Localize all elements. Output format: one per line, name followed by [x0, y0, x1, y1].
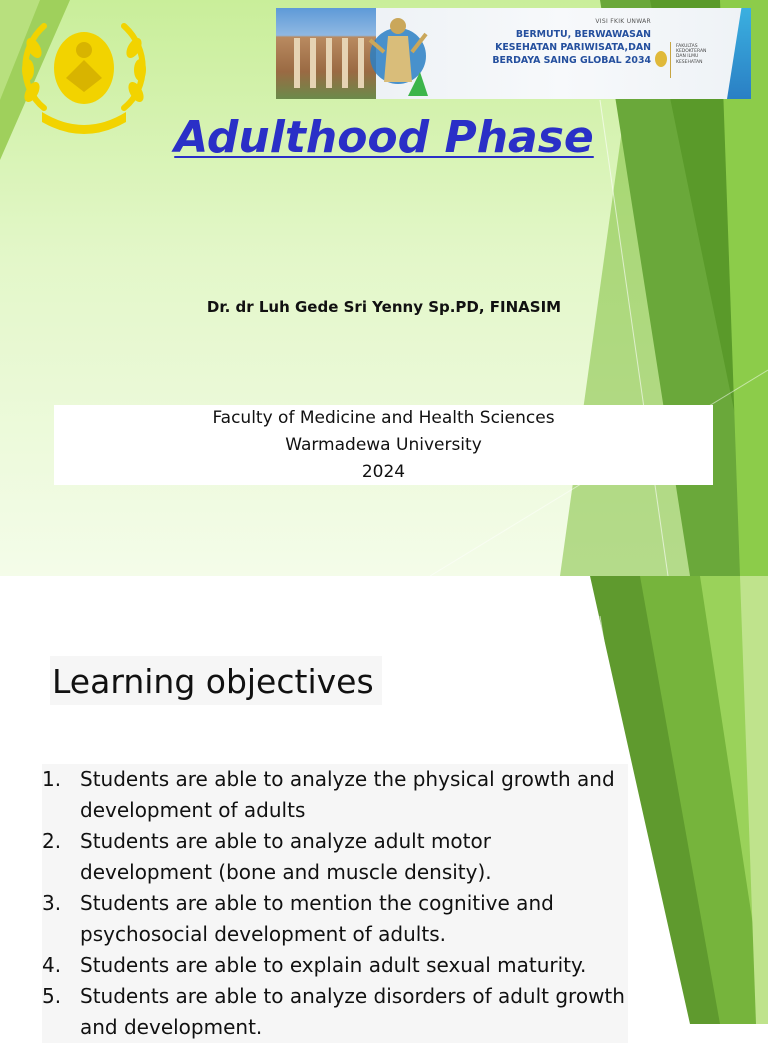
item-number: 3.: [42, 891, 62, 915]
vision-line-3: BERDAYA SAING GLOBAL 2034: [492, 55, 651, 66]
university-name: Warmadewa University: [285, 435, 482, 455]
list-item: [42, 888, 628, 950]
vision-line-1: BERMUTU, BERWAWASAN: [515, 29, 651, 40]
institution-box: [54, 405, 713, 485]
faculty-name: Faculty of Medicine and Health Sciences: [212, 408, 555, 428]
item-text: Students are able to analyze disorders of adult growth and development.: [80, 984, 625, 1039]
item-text: Students are able to analyze the physical growth and development of adults: [80, 767, 615, 822]
list-item: [42, 826, 628, 888]
banner-accent-stripe: [727, 8, 751, 99]
faculty-line-2: KEDOKTERAN: [676, 49, 707, 55]
faculty-logo: [654, 40, 724, 80]
faculty-line-1: FAKULTAS: [676, 44, 698, 49]
list-item: [42, 981, 628, 1043]
item-number: 4.: [42, 953, 62, 977]
faculty-line-3: DAN ILMU: [676, 54, 699, 60]
campus-building-photo: [276, 8, 376, 99]
faculty-line-4: KESEHATAN: [676, 59, 703, 65]
item-number: 1.: [42, 767, 62, 791]
author-name: Dr. dr Luh Gede Sri Yenny Sp.PD, FINASIM: [206, 298, 562, 316]
objectives-list: [42, 764, 628, 1043]
statue-icon: [368, 12, 428, 96]
vision-label: VISI FKIK UNWAR: [595, 18, 651, 25]
vision-line-2: KESEHATAN PARIWISATA,DAN: [495, 42, 651, 53]
vision-banner: [276, 8, 751, 99]
faculty-emblem-icon: [654, 50, 668, 68]
item-text: Students are able to explain adult sexual maturity.: [80, 953, 587, 977]
objectives-heading: Learning objectives: [50, 656, 382, 705]
slide-title: Adulthood Phase: [174, 112, 594, 163]
item-text: Students are able to mention the cognitive and psychosocial development of adults.: [80, 891, 554, 946]
item-text: Students are able to analyze adult motor development (bone and muscle density).: [80, 829, 492, 884]
year: 2024: [361, 462, 406, 482]
item-number: 5.: [42, 984, 62, 1008]
list-item: [42, 764, 628, 826]
vision-text: [456, 18, 651, 67]
list-item: [42, 950, 628, 981]
item-number: 2.: [42, 829, 62, 853]
